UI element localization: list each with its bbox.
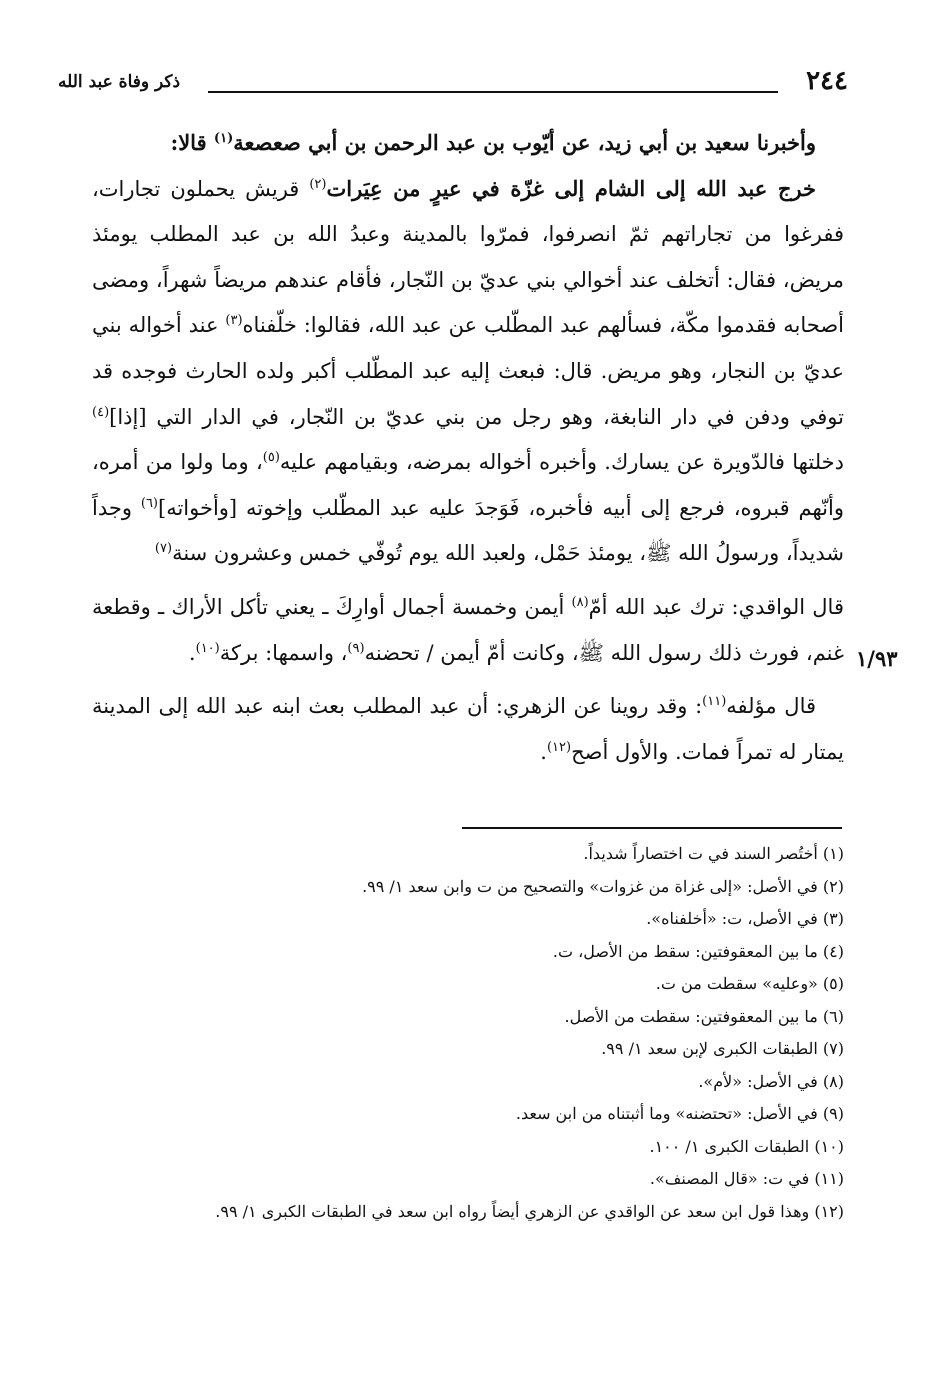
text-span: . bbox=[188, 640, 196, 665]
text-span: قالا: bbox=[170, 130, 214, 155]
footnote-10: (١٠) الطبقات الكبرى ١/ ١٠٠. bbox=[649, 1136, 844, 1156]
text-span: خرج عبد الله إلى الشام إلى غزّة في عيرٍ من عِيَرات bbox=[326, 175, 816, 201]
page-number: ٢٤٤ bbox=[806, 66, 848, 96]
footnote-ref: (١٢) bbox=[546, 739, 572, 755]
text-span: عند أخواله بني عديّ بن النجار، وهو مريض. قال: فبعث إليه عبد المطّلب أكبر ولده الحارث فوجده قد توفي ودفن في دار النابغة، وهو رجل من بني عديّ بن النّجار، في الدار التي [إذا] bbox=[92, 313, 844, 429]
footnote-ref: (٥) bbox=[262, 450, 280, 466]
footnote-6: (٦) ما بين المعقوفتين: سقطت من الأصل. bbox=[564, 1006, 844, 1026]
footnotes bbox=[92, 838, 844, 1228]
text-span: قال مؤلفه bbox=[726, 694, 816, 719]
footnote-ref: (٧) bbox=[154, 541, 173, 557]
text-span: : وقد روينا عن الزهري: أن عبد المطلب بعث ابنه عبد الله إلى المدينة يمتار له تمراً فمات. والأول أصح bbox=[92, 694, 844, 764]
paragraph-waqidi bbox=[92, 585, 844, 676]
text-span: ، وما ولوا من أمره، وأنّهم قبروه، فرجع إلى أبيه فأخبره، فَوَجدَ عليه عبد المطّلب وإخوته [وأخواته] bbox=[92, 450, 844, 520]
text-span: . bbox=[540, 739, 547, 764]
footnote-ref: (٩) bbox=[347, 640, 365, 656]
footnote-ref: (٤) bbox=[92, 404, 110, 420]
paragraph-author bbox=[92, 684, 844, 775]
text-span: دخلتها فالدّويرة عن يسارك. وأخبره أخواله بمرضه، وبقيامهم عليه bbox=[279, 450, 844, 475]
footnote-separator bbox=[462, 827, 842, 829]
text-span: قريش يحملون تجارات، ففرغوا من تجاراتهم ثمّ انصرفوا، فمرّوا بالمدينة وعبدُ الله بن عبد المطلب يومئذ مريض، فقال: أتخلف عند أخوالي بني عديّ بن النّجار، فأقام عندهم مريضاً شهراً، ومضى أصحابه فقدموا مكّة، فسألهم عبد المطّلب عن عبد الله، فقالوا: خلّفناه bbox=[92, 176, 845, 338]
footnote-4: (٤) ما بين المعقوفتين: سقط من الأصل، ت. bbox=[552, 941, 844, 961]
footnote-ref: (١) bbox=[213, 131, 234, 146]
footnote-ref: (٣) bbox=[225, 313, 243, 329]
running-title: ذكر وفاة عبد الله bbox=[58, 72, 181, 92]
footnote-8: (٨) في الأصل: «لأم». bbox=[698, 1071, 844, 1091]
text-span: ، واسمها: بركة bbox=[219, 640, 348, 665]
margin-folio-note: ١/٩٣ bbox=[856, 646, 898, 671]
footnote-ref: (١١) bbox=[702, 694, 727, 710]
header-rule bbox=[208, 91, 778, 93]
paragraph-narration bbox=[92, 166, 844, 577]
footnote-ref: (٢) bbox=[309, 176, 327, 192]
footnote-ref: (٦) bbox=[140, 495, 158, 511]
footnote-3: (٣) في الأصل، ت: «أخلفناه». bbox=[646, 909, 844, 928]
footnote-9: (٩) في الأصل: «تحتضنه» وما أثبتناه من ابن سعد. bbox=[515, 1104, 844, 1123]
footnote-2: (٢) في الأصل: «إلى غزاة من غزوات» والتصحيح من ت وابن سعد ١/ ٩٩. bbox=[362, 876, 844, 896]
paragraph-isnad bbox=[92, 120, 844, 166]
footnote-1: (١) أختُصر السند في ت اختصاراً شديداً. bbox=[583, 844, 844, 863]
footnote-12: (١٢) وهذا قول ابن سعد عن الواقدي عن الزهري أيضاً رواه ابن سعد في الطبقات الكبرى ١/ ٩٩. bbox=[215, 1201, 844, 1221]
text-span: قال الواقدي: ترك عبد الله أمّ bbox=[588, 594, 844, 619]
footnote-5: (٥) «وعليه» سقطت من ت. bbox=[655, 974, 844, 993]
text-span: أيمن وخمسة أجمال أوارِكَ ـ يعني تأكل الأراك ـ وقطعة غنم، فورث ذلك رسول الله ﷺ، وكانت أمّ أيمن / تحضنه bbox=[92, 594, 844, 665]
footnote-ref: (٨) bbox=[571, 594, 589, 610]
text-span: وجداً شديداً، ورسولُ الله ﷺ، يومئذ حَمْل، ولعبد الله يوم تُوفّي خمس وعشرون سنة bbox=[92, 495, 844, 566]
page-header bbox=[58, 66, 848, 106]
footnote-11: (١١) في ت: «قال المصنف». bbox=[649, 1169, 844, 1188]
main-text bbox=[92, 120, 844, 775]
footnote-ref: (١٠) bbox=[195, 640, 220, 656]
footnote-7: (٧) الطبقات الكبرى لإبن سعد ١/ ٩٩. bbox=[601, 1039, 844, 1058]
text-span: وأخبرنا سعيد بن أبي زيد، عن أيّوب بن عبد الرحمن بن أبي صعصعة bbox=[233, 130, 816, 155]
